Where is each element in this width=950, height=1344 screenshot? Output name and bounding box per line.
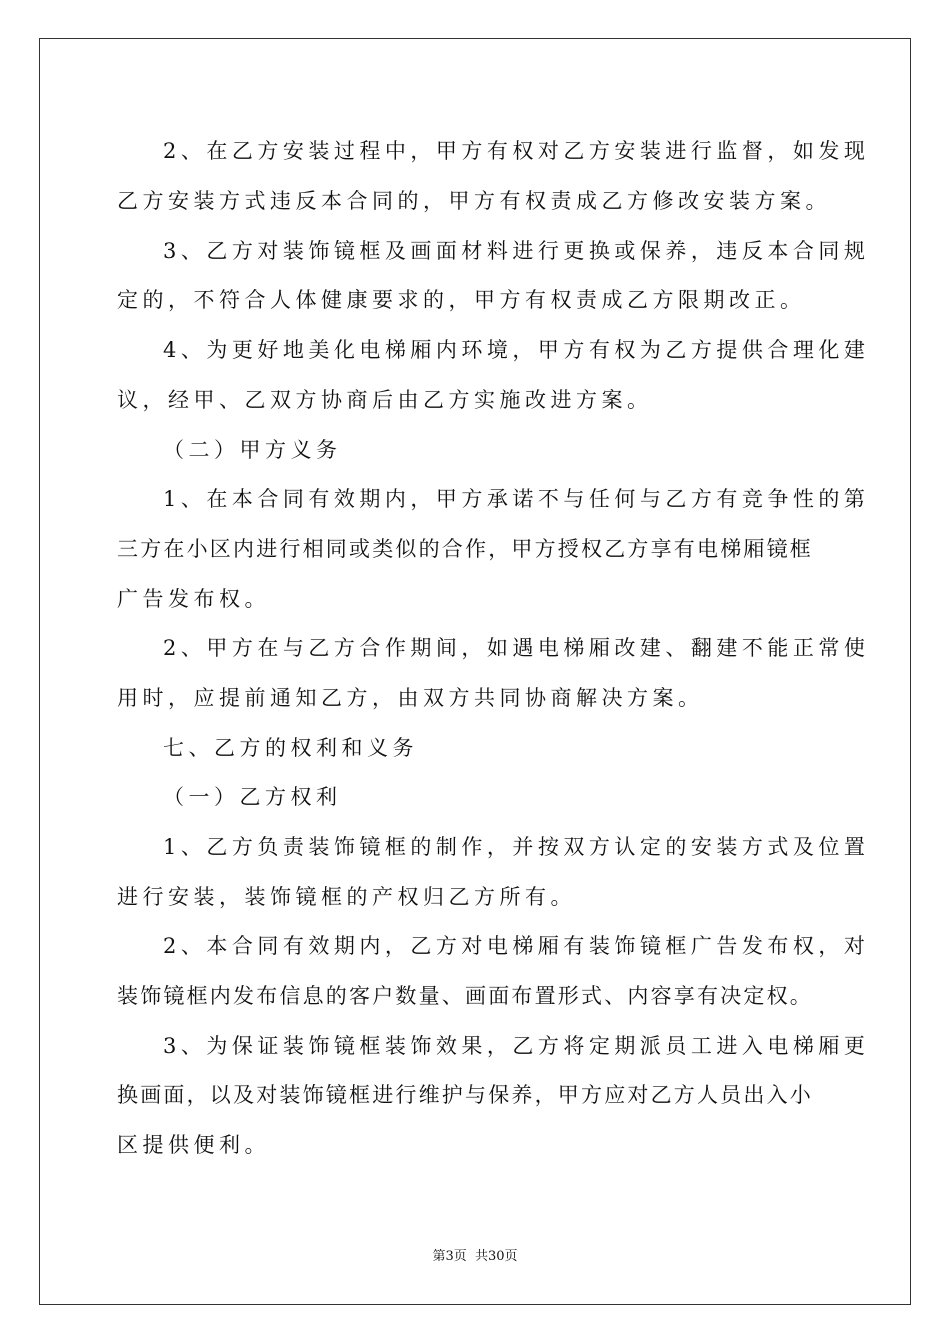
- paragraph-line: 2、本合同有效期内，乙方对电梯厢有装饰镜框广告发布权，对: [163, 934, 870, 958]
- paragraph-line: 1、在本合同有效期内，甲方承诺不与任何与乙方有竞争性的第: [163, 487, 870, 511]
- section-heading: （二）甲方义务: [163, 438, 342, 462]
- paragraph-line: 3、为保证装饰镜框装饰效果，乙方将定期派员工进入电梯厢更: [163, 1034, 870, 1058]
- section-heading: （一）乙方权利: [163, 785, 342, 809]
- paragraph-line: 广告发布权。: [117, 587, 270, 611]
- chapter-heading: 七、乙方的权利和义务: [163, 736, 418, 760]
- paragraph-line: 议，经甲、乙双方协商后由乙方实施改进方案。: [117, 388, 653, 412]
- paragraph-line: 装饰镜框内发布信息的客户数量、画面布置形式、内容享有决定权。: [117, 984, 813, 1008]
- paragraph-line: 2、在乙方安装过程中，甲方有权对乙方安装进行监督，如发现: [163, 139, 870, 163]
- paragraph-line: 1、乙方负责装饰镜框的制作，并按双方认定的安装方式及位置: [163, 835, 870, 859]
- paragraph-line: 进行安装，装饰镜框的产权归乙方所有。: [117, 885, 576, 909]
- page-border: [39, 38, 911, 1305]
- paragraph-line: 4、为更好地美化电梯厢内环境，甲方有权为乙方提供合理化建: [163, 338, 870, 362]
- paragraph-line: 定的，不符合人体健康要求的，甲方有权责成乙方限期改正。: [117, 288, 806, 312]
- paragraph-line: 用时，应提前通知乙方，由双方共同协商解决方案。: [117, 686, 704, 710]
- paragraph-line: 区提供便利。: [117, 1133, 270, 1157]
- paragraph-line: 三方在小区内进行相同或类似的合作，甲方授权乙方享有电梯厢镜框: [117, 537, 813, 561]
- page-number-footer: 第3页 共30页: [432, 1249, 518, 1264]
- paragraph-line: 2、甲方在与乙方合作期间，如遇电梯厢改建、翻建不能正常使: [163, 636, 870, 660]
- paragraph-line: 换画面，以及对装饰镜框进行维护与保养，甲方应对乙方人员出入小: [117, 1083, 813, 1107]
- paragraph-line: 乙方安装方式违反本合同的，甲方有权责成乙方修改安装方案。: [117, 189, 831, 213]
- paragraph-line: 3、乙方对装饰镜框及画面材料进行更换或保养，违反本合同规: [163, 239, 870, 263]
